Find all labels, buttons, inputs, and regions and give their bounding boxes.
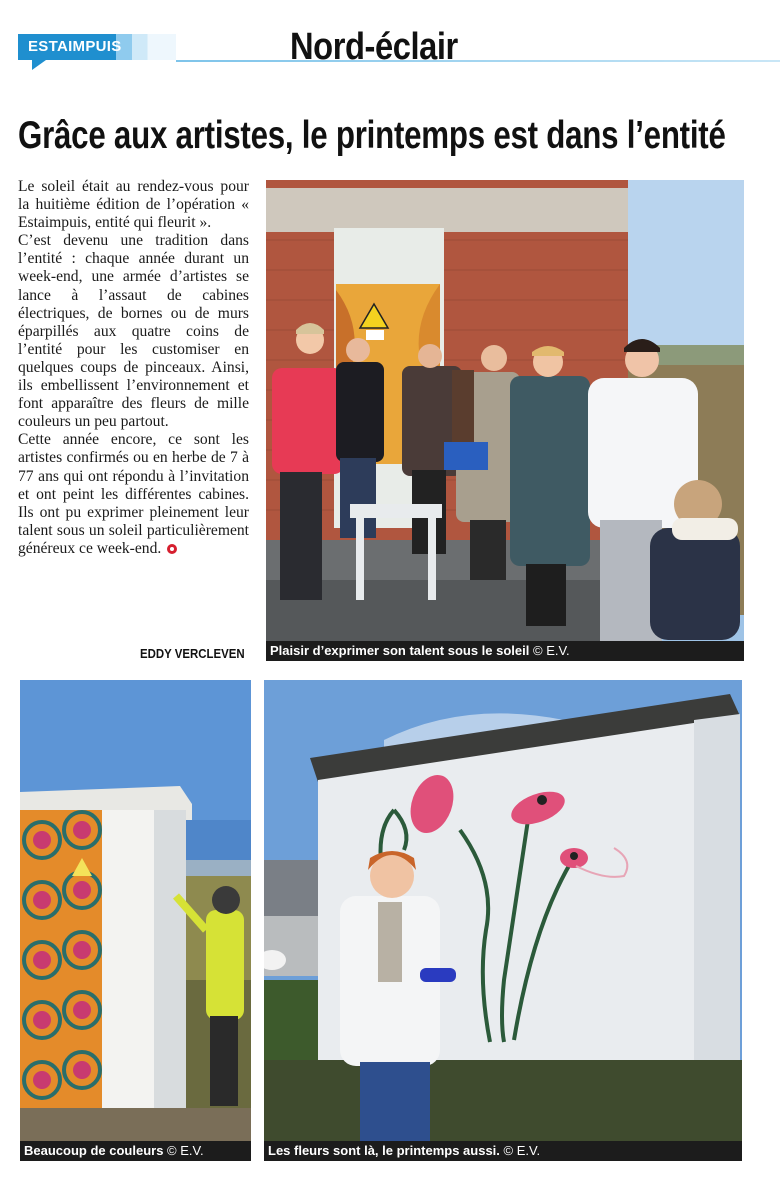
caption-credit: © E.V.	[167, 1143, 204, 1158]
page-header	[0, 0, 780, 90]
section-label: ESTAIMPUIS	[28, 38, 122, 55]
photo-group-image	[266, 180, 744, 661]
section-tag-tail	[32, 60, 46, 70]
end-of-article-icon	[167, 544, 177, 554]
article-paragraph: C’est devenu une tradition dans l’entité : chaque année durant un week-end, une armée d’artistes se lance à l’assaut de cabines électriques, de bornes ou de murs éparpillés aux quatre coins de l’entité pour les customiser en quelques coups de pinceaux. Ainsi, ils embellissent l’environnement et font apparaître des fleurs de mille couleurs un peu partout.	[18, 232, 249, 431]
caption-text: Beaucoup de couleurs	[24, 1143, 164, 1158]
caption-text: Les fleurs sont là, le printemps aussi.	[268, 1143, 500, 1158]
photo-caption	[264, 1141, 742, 1161]
header-rule	[176, 60, 780, 62]
article-paragraph-text: Cette année encore, ce sont les artistes confirmés ou en herbe de 7 à 77 ans qui ont répondu à l’invitation et ont peint les différentes cabines. Ils ont pu exprimer pleinement leur talent sous un soleil particulièrement généreux ce week-end.	[18, 431, 249, 557]
photo-cabin-colors-image	[20, 680, 251, 1161]
caption-credit: © E.V.	[503, 1143, 541, 1158]
article-paragraph: Le soleil était au rendez-vous pour la huitième édition de l’opération « Estaimpuis, entité qui fleurit ».	[18, 178, 249, 232]
photo-caption	[20, 1141, 251, 1161]
byline: EDDY VERCLEVEN	[140, 646, 245, 661]
publication-title: Nord-éclair	[290, 26, 458, 68]
photo-group	[266, 180, 744, 661]
article-headline: Grâce aux artistes, le printemps est dans l’entité	[18, 114, 726, 157]
caption-text: Plaisir d’exprimer son talent sous le soleil	[270, 643, 530, 658]
article-body	[18, 178, 249, 558]
photo-cabin-colors	[20, 680, 251, 1161]
photo-cabin-flowers	[264, 680, 742, 1161]
photo-cabin-flowers-image	[264, 680, 742, 1161]
caption-credit: © E.V.	[533, 643, 570, 658]
section-tag	[18, 34, 176, 60]
photo-caption	[266, 641, 744, 661]
article-paragraph	[18, 431, 249, 558]
